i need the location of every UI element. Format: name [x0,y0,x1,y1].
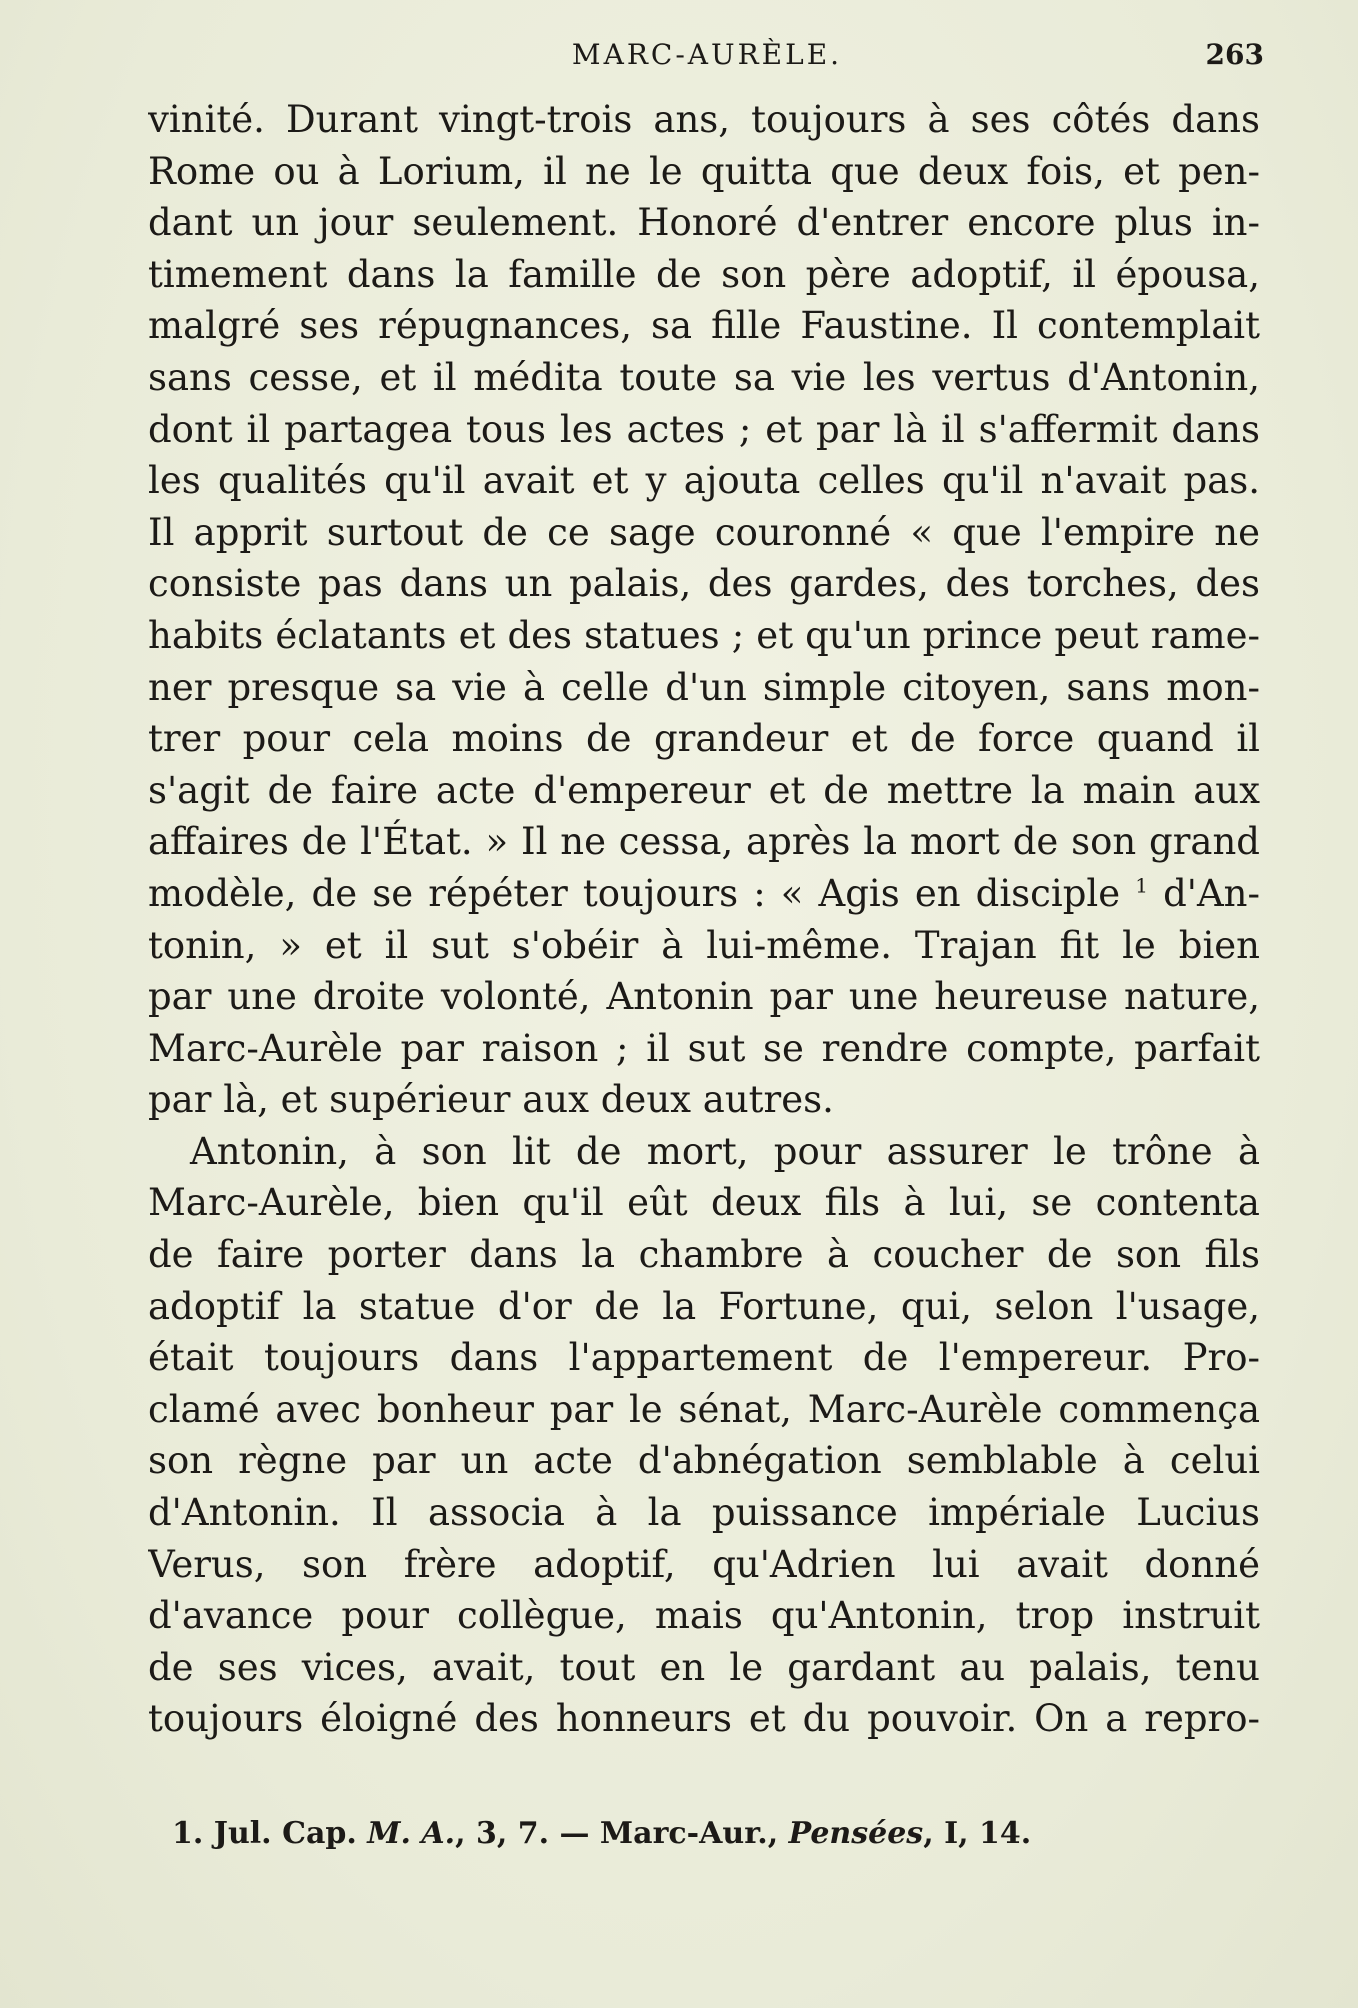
text-line: toujours éloigné des honneurs et du pouvoir. On a repro- [148,1697,1260,1741]
text-line: sans cesse, et il médita toute sa vie les vertus d'Antonin, [148,355,1260,399]
text-line: s'agit de faire acte d'empereur et de mettre la main aux [148,768,1260,812]
footnote-text: , I, 14. [923,1816,1032,1851]
text-segment: modèle, de se répéter toujours : « Agis en disciple [148,871,1121,915]
text-line: malgré ses répugnances, sa fille Faustine. Il contemplait [148,304,1260,348]
text-line: de faire porter dans la chambre à coucher de son fils [148,1233,1260,1277]
running-title: MARC-AURÈLE. [571,38,843,71]
text-line: Il apprit surtout de ce sage couronné « que l'empire ne [148,510,1260,554]
footnote [172,1816,1031,1851]
text-line: clamé avec bonheur par le sénat, Marc-Aurèle commença [148,1387,1260,1431]
footnote-italic: Pensées [788,1816,924,1851]
text-line: d'Antonin. Il associa à la puissance impériale Lucius [148,1491,1260,1535]
paragraph [148,94,1260,1126]
text-line: trer pour cela moins de grandeur et de force quand il [148,717,1260,761]
text-line: adoptif la statue d'or de la Fortune, qui, selon l'usage, [148,1284,1260,1328]
text-line: son règne par un acte d'abnégation semblable à celui [148,1439,1260,1483]
page-number: 263 [1205,38,1264,71]
running-header [150,30,1264,80]
text-line: Verus, son frère adoptif, qu'Adrien lui avait donné [148,1542,1260,1586]
footnote-text: , 3, 7. — Marc-Aur., [455,1816,789,1851]
text-line-with-footnote [148,868,1260,920]
text-line: habits éclatants et des statues ; et qu'un prince peut rame- [148,613,1260,657]
text-line: les qualités qu'il avait et y ajouta celles qu'il n'avait pas. [148,459,1260,503]
text-line: dant un jour seulement. Honoré d'entrer encore plus in- [148,201,1260,245]
footnote-text: Jul. Cap. [203,1816,368,1851]
text-line: timement dans la famille de son père adoptif, il épousa, [148,252,1260,296]
footnote-number: 1. [172,1816,204,1851]
paragraph [148,1126,1260,1745]
text-line: tonin, » et il sut s'obéir à lui-même. Trajan fit le bien [148,923,1260,967]
text-line: Marc-Aurèle, bien qu'il eût deux fils à lui, se contenta [148,1181,1260,1225]
footnote-italic: M. A. [367,1816,456,1851]
text-line: Marc-Aurèle par raison ; il sut se rendre compte, parfait [148,1026,1260,1070]
text-line: d'avance pour collègue, mais qu'Antonin, trop instruit [148,1594,1260,1638]
text-line: vinité. Durant vingt-trois ans, toujours à ses côtés dans [148,98,1260,141]
text-line: Rome ou à Lorium, il ne le quitta que deux fois, et pen- [148,149,1260,193]
body-text [148,94,1260,1745]
text-line: consiste pas dans un palais, des gardes, des torches, des [148,562,1260,606]
text-line: était toujours dans l'appartement de l'empereur. Pro- [148,1336,1260,1380]
text-line: par une droite volonté, Antonin par une heureuse nature, [148,975,1260,1019]
text-line: affaires de l'État. » Il ne cessa, après la mort de son grand [148,820,1260,864]
footnote-marker: 1 [1135,873,1148,898]
text-line: Antonin, à son lit de mort, pour assurer le trône à [190,1129,1260,1173]
text-line: dont il partagea tous les actes ; et par là il s'affermit dans [148,407,1260,451]
text-line: ner presque sa vie à celle d'un simple citoyen, sans mon- [148,665,1260,709]
text-line: de ses vices, avait, tout en le gardant au palais, tenu [148,1645,1260,1689]
text-line: par là, et supérieur aux deux autres. [148,1078,834,1122]
text-segment: d'An- [1148,871,1260,915]
